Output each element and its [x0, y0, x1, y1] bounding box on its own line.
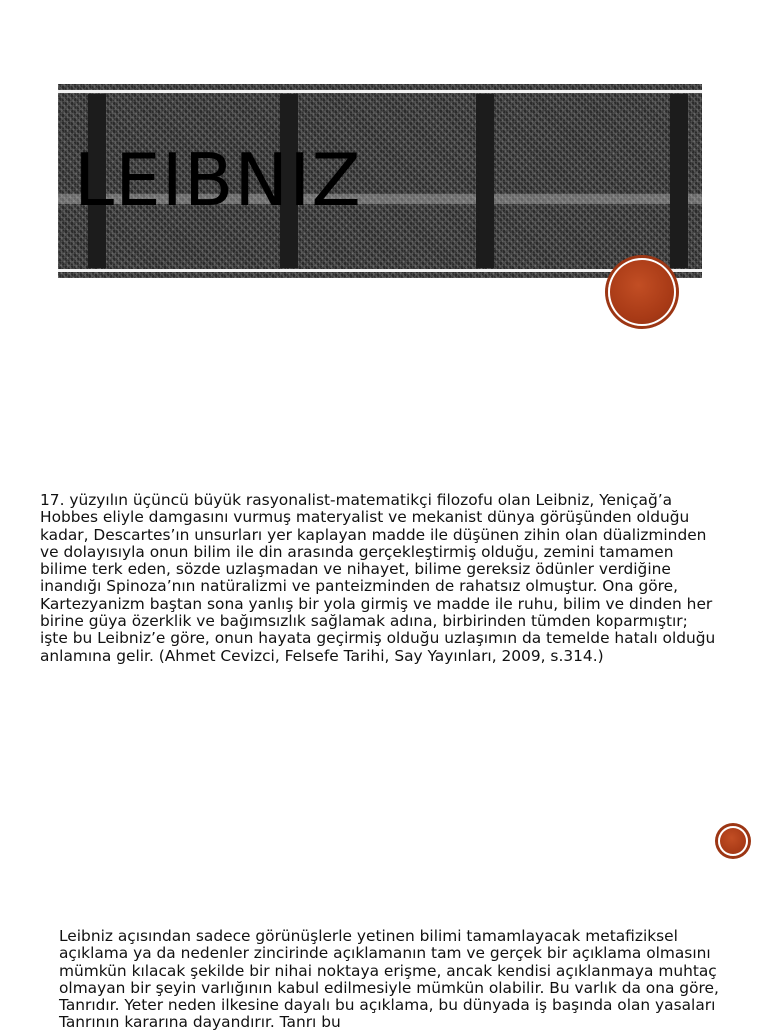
- body-paragraph-1: 17. yüzyılın üçüncü büyük rasyonalist-matematikçi filozofu olan Leibniz, Yeniçağ’a Hobbes eliyle damgasını vurmuş materyalist ve mekanist dünya görüşünden olduğu kadar, Descartes’ın unsurları yer kaplayan madde ile düşünen zihin olan düalizminden ve dolayısıyla onun bilim ile din arasında gerçekleştirmiş olduğu, zemini tamamen bilime terk eden, sözde uzlaşmadan ve nihayet, bilime gereksiz ödünler verdiğine inandığı Spinoza’nın natüralizmi ve panteizminden de rahatsız olmuştur. Ona göre, Kartezyanizm baştan sona yanlış bir yola girmiş ve madde ile ruhu, bilim ve dinden her birine güya özerklik ve bağımsızlık sağlamak adına, birbirinden tümden koparmıştır; işte bu Leibniz’e göre, onun hayata geçirmiş olduğu uzlaşımın da temelde hatalı olduğu anlamına gelir. (Ahmet Cevizci, Felsefe Tarihi, Say Yayınları, 2009, s.314.): [40, 491, 716, 665]
- slide-title: LEIBNIZ: [74, 138, 362, 222]
- banner-bottom-rule: [58, 269, 702, 272]
- body-paragraph-2: Leibniz açısından sadece görünüşlerle yetinen bilimi tamamlayacak metafiziksel açıklama ya da nedenler zincirinde açıklamanın tam ve gerçek bir açıklama olmasını mümkün kılacak şekilde bir nihai noktaya erişme, ancak kendisi açıklanmaya muhtaç olmayan bir şeyin varlığının kabul edilmesiyle mümkün olabilir. Bu varlık da ona göre, Tanrıdır. Yeter neden ilkesine dayalı bu açıklama, bu dünyada iş başında olan yasaları Tanrının kararına dayandırır. Tanrı bu: [59, 927, 719, 1032]
- banner-vertical-bar: [670, 94, 688, 268]
- banner-vertical-bar: [476, 94, 494, 268]
- banner-top-rule: [58, 90, 702, 93]
- accent-circle-small-icon: [718, 826, 748, 856]
- accent-circle-icon: [608, 258, 676, 326]
